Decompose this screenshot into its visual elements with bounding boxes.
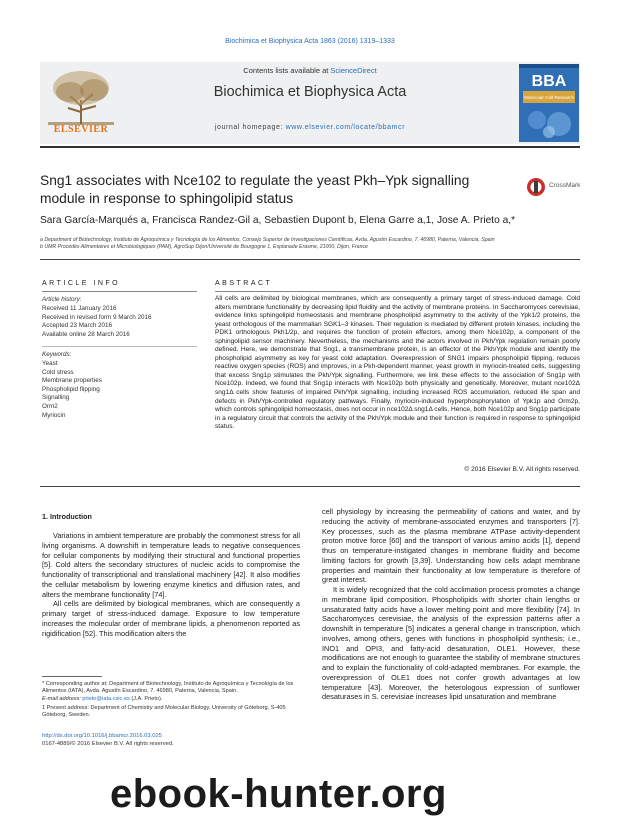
history-item: Received 11 January 2016 xyxy=(42,305,117,312)
abstract-text: All cells are delimited by biological membranes, which are consequently a primary target of stress-induced damage. Cold alters membrane functionality by decreasing lipid fluidity and the activity of membrane proteins. In Saccharomyces cerevisiae, evidence links sphingolipid homeostasis and membrane phospholipid asymmetry to the activity of the Ypk1/2 proteins, the yeast orthologous of the mammalian SGK1–3 kinases. Their regulation is mediated by different protein kinases, including the PDK1 orthologous Pkh1/2p, and requires the function of protein effectors, among them Nce102p, a component of the sphingolipid sensor machinery. Nevertheless, the mechanisms and the actors involved in Pkh/Ypk regulation remain poorly defined. Here, we demonstrate that Sng1, a transmembrane protein, is an effector of the Pkh/Ypk module and identify the phospholipid asymmetry as key for yeast cold adaptation. Overexpression of SNG1 impairs phospholipid flipping, reduces reactive oxygen species (ROS) and improves, in a Pkh-dependent manner, yeast growth in myriocin-treated cells, suggesting that excess Sng1p stimulates the Pkh/Ypk signalling. Furthermore, we link these effects to the association of Sng1p with Nce102p. Indeed, we found that Sng1p interacts with Nce102p both physically and genetically. Moreover, mutant nce102Δ sng1Δ cells show features of impaired Pkh/Ypk signalling, including increased ROS accumulation, reduced life span and defects in Pkh/Ypk-controlled regulatory pathways. Finally, myriocin-induced hyperphosphorylation of Ypk1p and Orm2p, which controls sphingolipid homeostasis, does not occur in nce102Δ sng1Δ cells. Hence, both Nce102p and Sng1p participate in a regulatory circuit that controls the activity of the Pkh/Ypk module and their function is required in response to sphingolipid status. xyxy=(215,295,580,431)
header-rule xyxy=(40,146,580,148)
footnotes xyxy=(42,681,300,720)
cover-title: BBA xyxy=(531,73,567,90)
contents-prefix: Contents lists available at xyxy=(243,66,331,75)
body-paragraph: Variations in ambient temperature are probably the commonest stress for all living organisms. A downshift in temperature leads to negative consequences for cellular components by modifying their structural and functional properties [5]. Cold alters the secondary structures of nucleic acids to compromise the functionality of transcriptional and translational machinery [42]. It also modifies the cellular metabolism by lowering enzyme kinetics and diffusion rates, and alters the membrane functionality [74]. xyxy=(42,531,300,599)
email-suffix: (J.A. Prieto). xyxy=(129,696,163,703)
journal-title: Biochimica et Biophysica Acta xyxy=(213,84,407,100)
body-column-right xyxy=(322,507,580,702)
abstract-rule xyxy=(215,291,580,292)
affiliation-rule xyxy=(40,259,580,260)
history-item: Received in revised form 9 March 2016 xyxy=(42,313,152,321)
affiliation-b: b UMR Procédés Alimentaires et Microbiologiques (PAM), AgroSup Dijon/Université de Bourgogne 1, Esplanade Erasme, 21000, Dijon, France xyxy=(40,244,368,250)
article-info-rule xyxy=(42,291,197,292)
journal-homepage xyxy=(140,124,480,131)
keyword-item: Signalling xyxy=(42,394,70,402)
history-label: Article history: xyxy=(42,296,82,303)
keyword-item: Phospholipid flipping xyxy=(42,385,100,393)
history-item: Available online 28 March 2016 xyxy=(42,330,130,338)
issn-line: 0167-4889/© 2016 Elsevier B.V. All rights reserved. xyxy=(42,740,174,747)
body-paragraph: cell physiology by increasing the permeability of cations and water, and by reducing the activity of membrane-associated enzymes and transporters [7]. Key processes, such as the plasma membrane ATPase activity-dependent proton motive force [60] and the transport of various amino acids [1], depend thus on temperature-instigated changes in membrane fluidity and become limiting factors for growth [3,39]. Understanding how cells adapt membrane properties and maintain their functionality at low temperature is therefore of great interest. xyxy=(322,507,580,585)
crossmark-icon xyxy=(526,177,546,197)
email-label: E-mail address: xyxy=(42,696,83,703)
article-info-heading: ARTICLE INFO xyxy=(42,280,121,287)
section-heading-introduction: 1. Introduction xyxy=(42,512,92,521)
body-paragraph: It is widely recognized that the cold acclimation process promotes a change in membrane lipid composition. Phospholipids with shorter chain lengths or unsaturated fatty acids have a lower melting point and more flexibility [74]. In Saccharomyces cerevisiae, the analysis of the expression patterns after a downshift in temperature [5] indicates a general change in transcription, which involves, among others, genes with functions in phospholipid synthesis; i.e., INO1 and OPI3, and fatty-acid desaturation, OLE1. However, these modifications are not enough to guarantee the stability of membrane structures and to explain the functionality of cold-adapted membranes. For example, the overexpression of OLE1 does not confer growth advantages at low temperature [43]. Moreover, the heterologous expression of sunflower desaturases in S. cerevisiae increases lipid unsaturation and membrane xyxy=(322,585,580,702)
footnote-rule xyxy=(42,676,102,677)
keyword-item: Membrane properties xyxy=(42,377,102,385)
crossmark-label: CrossMark xyxy=(549,182,581,189)
history-item: Accepted 23 March 2016 xyxy=(42,322,113,330)
doi-link[interactable]: http://dx.doi.org/10.1016/j.bbamcr.2016.03.025 xyxy=(42,733,162,739)
keyword-item: Yeast xyxy=(42,360,58,367)
affiliation-a: a Department of Biotechnology, Instituto de Agroquímica y Tecnología de los Alimentos, Consejo Superior de Investigaciones Científicas, Avda. Agustín Escardino, 7. 46980, Paterna, Valencia, Spain xyxy=(40,237,495,243)
author-list: Sara García-Marqués a, Francisca Randez-Gil a, Sebastien Dupont b, Elena Garre a,1, Jose A. Prieto a,* xyxy=(40,215,516,226)
body-rule xyxy=(40,486,580,487)
keywords-rule xyxy=(42,346,197,347)
article-title: Sng1 associates with Nce102 to regulate the yeast Pkh–Ypk signalling module in response to sphingolipid status xyxy=(40,173,470,206)
email-link[interactable]: prieto@iata.csic.es xyxy=(82,696,130,703)
sciencedirect-link[interactable]: ScienceDirect xyxy=(330,66,377,75)
keyword-item: Cold stress xyxy=(42,368,74,376)
keyword-item: Orm2 xyxy=(42,402,58,410)
cover-subtitle: Molecular Cell Research xyxy=(523,95,575,100)
keyword-list xyxy=(42,360,197,420)
body-column-left xyxy=(42,531,300,638)
crossmark-badge[interactable] xyxy=(526,176,586,198)
corresponding-author-note: * Corresponding author at: Department of Biotechnology, Instituto de Agroquímica y Tecnología de los Alimentos (IATA), Avda. Agustín Escardino, 7. 46980, Paterna, Valencia, Spain. xyxy=(42,681,294,695)
email-note xyxy=(42,696,300,703)
present-address-note: 1 Present address: Department of Chemistry and Molecular Biology, University of Göteborg, S-405 Göteborg, Sweden. xyxy=(42,704,286,718)
abstract-heading: ABSTRACT xyxy=(215,280,273,287)
keywords-label: Keywords: xyxy=(42,351,72,358)
publisher-wordmark: ELSEVIER xyxy=(53,124,109,135)
body-paragraph: All cells are delimited by biological membranes, which are consequently a primary target of stress-induced damage. Exposure to low temperature increases the molecular order of membrane lipids, a phenomenon reported as rigidification [52]. This modification alters the xyxy=(42,599,300,638)
homepage-prefix: journal homepage: xyxy=(214,124,286,131)
homepage-link[interactable]: www.elsevier.com/locate/bbamcr xyxy=(285,124,406,131)
journal-reference[interactable]: Biochimica et Biophysica Acta 1863 (2016) 1319–1333 xyxy=(225,38,395,45)
keyword-item: Myriocin xyxy=(42,411,66,419)
doi-block xyxy=(42,733,174,748)
site-watermark: ebook-hunter.org xyxy=(110,772,447,816)
journal-cover-image xyxy=(519,64,579,142)
article-history xyxy=(42,305,197,339)
contents-line xyxy=(140,66,480,75)
copyright-notice: © 2016 Elsevier B.V. All rights reserved. xyxy=(464,466,580,473)
